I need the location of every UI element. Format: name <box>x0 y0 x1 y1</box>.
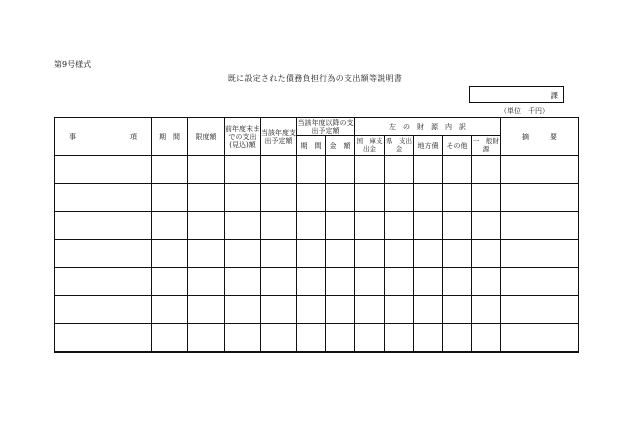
table-cell[interactable] <box>55 156 152 184</box>
header-following-amount: 金 額 <box>326 136 355 156</box>
header-limit: 限度額 <box>188 118 225 156</box>
table-cell[interactable] <box>472 268 501 296</box>
table-cell[interactable] <box>414 156 443 184</box>
table-cell[interactable] <box>225 212 261 240</box>
table-cell[interactable] <box>355 240 385 268</box>
table-cell[interactable] <box>261 268 297 296</box>
table-cell[interactable] <box>188 212 225 240</box>
table-cell[interactable] <box>472 324 501 352</box>
table-cell[interactable] <box>472 184 501 212</box>
expenditure-table <box>54 117 579 353</box>
table-cell[interactable] <box>501 240 579 268</box>
table-cell[interactable] <box>443 240 472 268</box>
table-cell[interactable] <box>225 296 261 324</box>
header-general: 一 般財 源 <box>472 136 501 156</box>
table-cell[interactable] <box>443 184 472 212</box>
table-cell[interactable] <box>297 268 326 296</box>
table-row <box>55 268 579 296</box>
table-cell[interactable] <box>152 240 188 268</box>
table-cell[interactable] <box>55 296 152 324</box>
header-other: その他 <box>443 136 472 156</box>
header-following-period: 期 間 <box>297 136 326 156</box>
table-cell[interactable] <box>261 184 297 212</box>
table-row <box>55 324 579 352</box>
header-summary: 摘 要 <box>501 118 579 156</box>
table-cell[interactable] <box>472 156 501 184</box>
table-cell[interactable] <box>443 324 472 352</box>
table-cell[interactable] <box>297 156 326 184</box>
table-cell[interactable] <box>55 240 152 268</box>
table-cell[interactable] <box>297 240 326 268</box>
table-cell[interactable] <box>326 268 355 296</box>
table-cell[interactable] <box>152 268 188 296</box>
table-cell[interactable] <box>501 296 579 324</box>
table-cell[interactable] <box>355 212 385 240</box>
table-row <box>55 212 579 240</box>
table-cell[interactable] <box>355 156 385 184</box>
table-cell[interactable] <box>326 296 355 324</box>
table-cell[interactable] <box>297 184 326 212</box>
table-cell[interactable] <box>188 240 225 268</box>
table-cell[interactable] <box>188 184 225 212</box>
table-cell[interactable] <box>152 184 188 212</box>
table-cell[interactable] <box>297 324 326 352</box>
header-national: 国 庫支出金 <box>355 136 385 156</box>
table-cell[interactable] <box>443 212 472 240</box>
table-cell[interactable] <box>355 184 385 212</box>
table-cell[interactable] <box>225 240 261 268</box>
header-item: 事 項 <box>55 118 152 156</box>
header-local-bonds: 地方債 <box>414 136 443 156</box>
table-cell[interactable] <box>355 268 385 296</box>
header-current-year: 当該年度支出予定額 <box>261 118 297 156</box>
table-cell[interactable] <box>385 240 414 268</box>
table-cell[interactable] <box>414 296 443 324</box>
table-cell[interactable] <box>501 156 579 184</box>
table-cell[interactable] <box>385 184 414 212</box>
table-cell[interactable] <box>385 156 414 184</box>
table-cell[interactable] <box>225 324 261 352</box>
table-cell[interactable] <box>55 212 152 240</box>
table-cell[interactable] <box>414 240 443 268</box>
table-cell[interactable] <box>297 296 326 324</box>
table-cell[interactable] <box>55 184 152 212</box>
table-cell[interactable] <box>297 212 326 240</box>
table-cell[interactable] <box>225 268 261 296</box>
table-cell[interactable] <box>355 296 385 324</box>
table-cell[interactable] <box>443 156 472 184</box>
form-number: 第9号様式 <box>54 60 92 69</box>
table-cell[interactable] <box>501 268 579 296</box>
table-header <box>55 118 579 156</box>
table-cell[interactable] <box>385 268 414 296</box>
table-cell[interactable] <box>501 184 579 212</box>
table-cell[interactable] <box>188 156 225 184</box>
table-cell[interactable] <box>225 184 261 212</box>
table-cell[interactable] <box>188 296 225 324</box>
table-row <box>55 296 579 324</box>
header-period: 期 間 <box>152 118 188 156</box>
unit-note: （単位 千円） <box>500 107 549 115</box>
department-label: 課 <box>550 91 558 100</box>
header-funding-breakdown: 左 の 財 源 内 訳 <box>355 118 501 136</box>
table-cell[interactable] <box>414 184 443 212</box>
table-cell[interactable] <box>414 268 443 296</box>
header-prior-years: 前年度末までの支出(見込)額 <box>225 118 261 156</box>
table-cell[interactable] <box>501 324 579 352</box>
table-cell[interactable] <box>326 212 355 240</box>
table-cell[interactable] <box>326 156 355 184</box>
table-cell[interactable] <box>472 212 501 240</box>
table-cell[interactable] <box>326 324 355 352</box>
table-cell[interactable] <box>443 268 472 296</box>
table-cell[interactable] <box>414 324 443 352</box>
table-cell[interactable] <box>261 240 297 268</box>
table-cell[interactable] <box>188 324 225 352</box>
department-box <box>469 86 564 103</box>
table-cell[interactable] <box>501 212 579 240</box>
table-cell[interactable] <box>326 184 355 212</box>
table-cell[interactable] <box>385 212 414 240</box>
table-cell[interactable] <box>385 324 414 352</box>
table-cell[interactable] <box>261 324 297 352</box>
table-row <box>55 184 579 212</box>
table-cell[interactable] <box>152 324 188 352</box>
table-row <box>55 156 579 184</box>
table-cell[interactable] <box>261 212 297 240</box>
table-cell[interactable] <box>55 324 152 352</box>
table-cell[interactable] <box>414 212 443 240</box>
table-cell[interactable] <box>152 156 188 184</box>
table-cell[interactable] <box>188 268 225 296</box>
table-row <box>55 240 579 268</box>
table-cell[interactable] <box>55 268 152 296</box>
table-cell[interactable] <box>261 296 297 324</box>
header-following-years: 当該年度以降の支出予定額 <box>297 118 354 135</box>
table-cell[interactable] <box>472 296 501 324</box>
table-cell[interactable] <box>326 240 355 268</box>
table-cell[interactable] <box>472 240 501 268</box>
table-cell[interactable] <box>152 296 188 324</box>
table-cell[interactable] <box>152 212 188 240</box>
document-title: 既に設定された債務負担行為の支出額等説明書 <box>227 74 403 83</box>
table-cell[interactable] <box>385 296 414 324</box>
table-cell[interactable] <box>443 296 472 324</box>
table-cell[interactable] <box>225 156 261 184</box>
table-body <box>55 156 579 352</box>
table-cell[interactable] <box>355 324 385 352</box>
table-cell[interactable] <box>261 156 297 184</box>
header-prefectural: 県 支出 金 <box>385 136 414 156</box>
